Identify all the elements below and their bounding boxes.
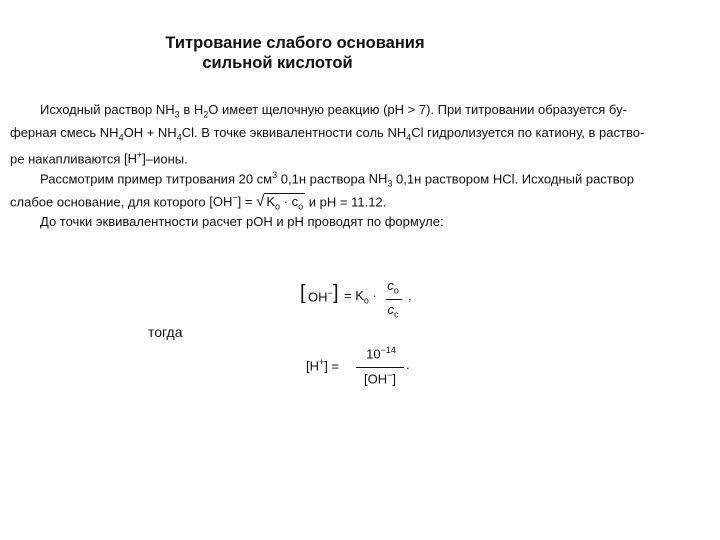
p2-line-1: Рассмотрим пример титрования 20 $см^3$ 0,1н раствора $NH_3$ 0,1н раствором HCl. Исходный раствор	[40, 170, 634, 189]
p2-line-2: слабое основание, для которого [OH−] = √ $K_o \cdot c_o$ и pH = 11.12.	[10, 193, 387, 212]
p1-line-2: ферная смесь $NH_4OH + NH_4Cl$. В точке эквивалентности соль $NH_4Cl$ гидролизуется по катиону, в раство-	[10, 125, 645, 143]
title-line-2: сильной кислотой	[202, 54, 353, 72]
p3-line: До точки эквивалентности расчет pOH и pH проводят по формуле:	[40, 214, 444, 229]
then-word: тогда	[148, 324, 183, 340]
formula-oh: [ OH− ] = $K_o$ · $c_o$ $c_c$ ,	[300, 278, 412, 320]
formula-h: [H+] = $10^{-14}$ [OH−] .	[306, 345, 410, 387]
title-line-1: Титрование слабого основания	[165, 34, 425, 52]
p1-line-1: Исходный раствор $NH_3$ в $H_2O$ имеет щелочную реакцию (pH > 7). При титровании образуется бу-	[40, 102, 627, 120]
p1-line-3: ре накапливаются [H+]–ионы.	[10, 150, 188, 167]
